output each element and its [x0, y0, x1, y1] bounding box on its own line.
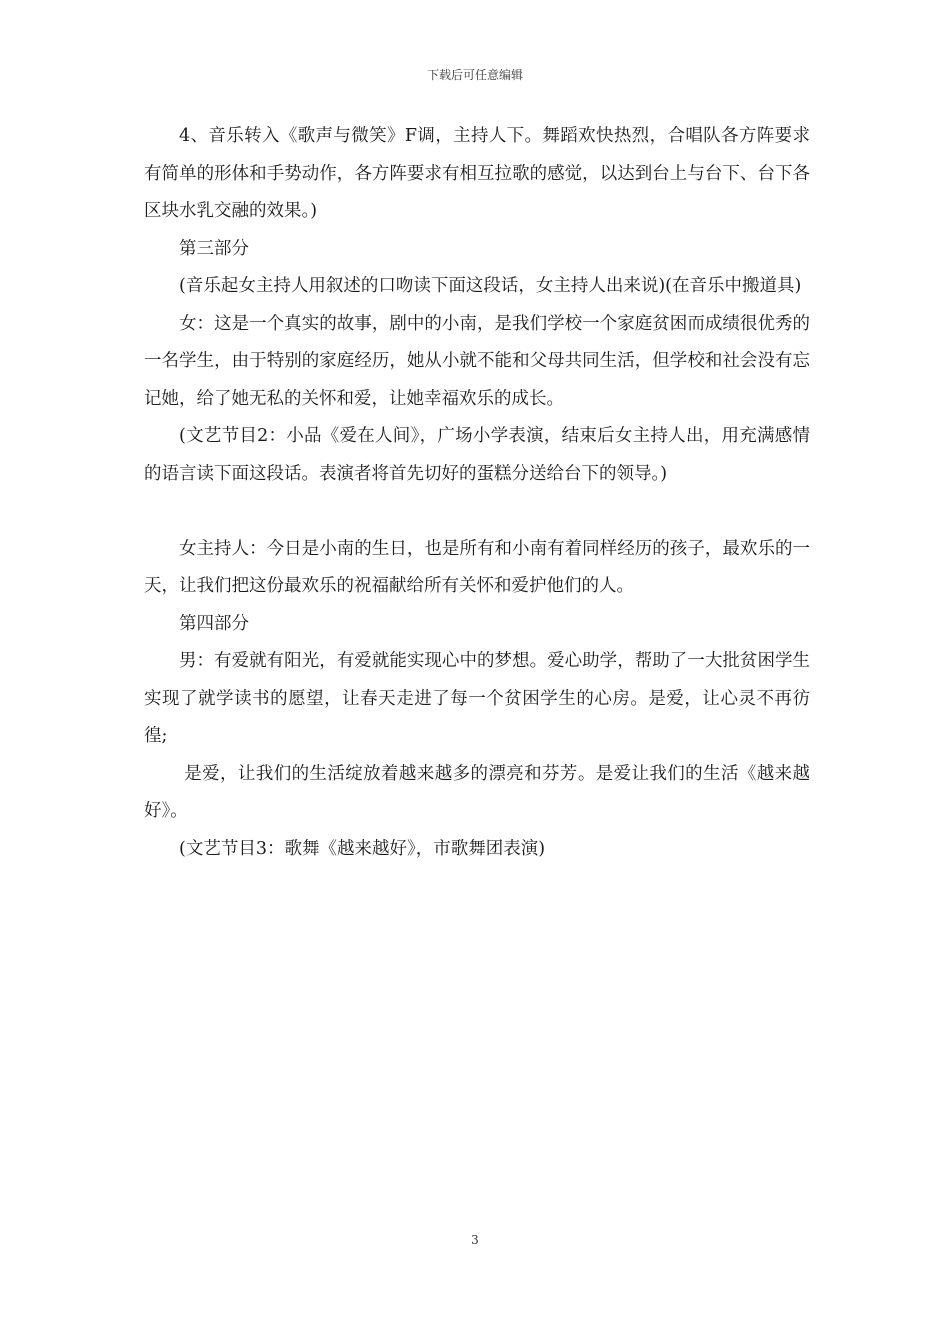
section-heading-part-four: 第四部分 [179, 613, 249, 634]
section-heading-part-three: 第三部分 [179, 238, 249, 259]
paragraph-stage-direction: (音乐起女主持人用叙述的口吻读下面这段话，女主持人出来说)(在音乐中搬道具) [179, 276, 802, 296]
page-number: 3 [471, 1233, 479, 1247]
paragraph-program-two: (文艺节目2：小品《爱在人间》，广场小学表演，结束后女主持人出，用充满感情的语言读下面这段话。表演者将首先切好的蛋糕分送给台下的领导。) [144, 426, 810, 484]
paragraph-love-life: 是爱，让我们的生活绽放着越来越多的漂亮和芬芳。是爱让我们的生活《越来越好》。 [144, 763, 810, 821]
paragraph-female-host: 女：这是一个真实的故事，剧中的小南，是我们学校一个家庭贫困而成绩很优秀的一名学生，由于特别的家庭经历，她从小就不能和父母共同生活，但学校和社会没有忘记她，给了她无私的关怀和爱，让她幸福欢乐的成长。 [144, 313, 810, 409]
document-body [144, 118, 810, 868]
paragraph-male-host: 男：有爱就有阳光，有爱就能实现心中的梦想。爱心助学，帮助了一大批贫困学生实现了就学读书的愿望，让春天走进了每一个贫困学生的心房。是爱，让心灵不再彷徨; [144, 651, 810, 746]
paragraph-program-three: (文艺节目3：歌舞《越来越好》，市歌舞团表演) [179, 838, 546, 859]
paragraph-female-host-birthday: 女主持人：今日是小南的生日，也是所有和小南有着同样经历的孩子，最欢乐的一天，让我们把这份最欢乐的祝福献给所有关怀和爱护他们的人。 [144, 538, 810, 596]
paragraph-music-transition: 4、音乐转入《歌声与微笑》F调，主持人下。舞蹈欢快热烈，合唱队各方阵要求有简单的形体和手势动作，各方阵要求有相互拉歌的感觉，以达到台上与台下、台下各区块水乳交融的效果。) [144, 126, 810, 221]
page-header: 下载后可任意编辑 [426, 68, 523, 82]
